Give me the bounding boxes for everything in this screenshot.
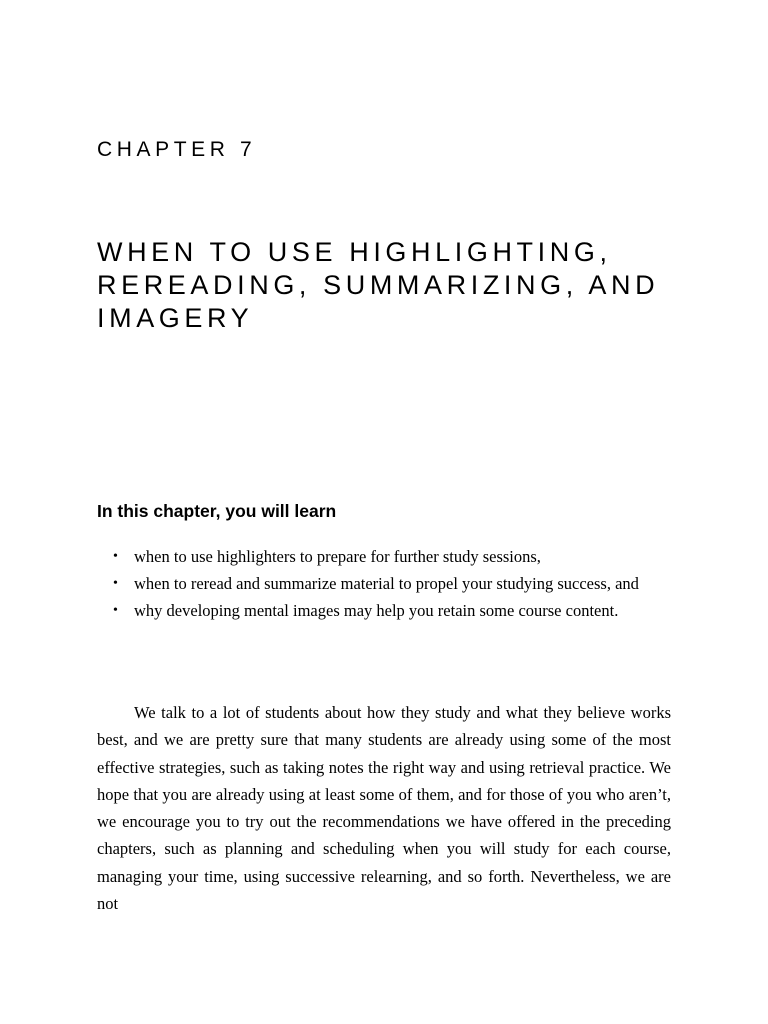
chapter-title-line: WHEN TO USE HIGHLIGHTING, xyxy=(97,237,612,267)
chapter-label: CHAPTER 7 xyxy=(97,138,257,161)
learning-objectives-heading: In this chapter, you will learn xyxy=(97,501,337,521)
chapter-title-line: REREADING, SUMMARIZING, AND xyxy=(97,270,660,300)
bullet-icon: • xyxy=(113,576,118,591)
list-item xyxy=(113,570,671,597)
list-item-text: when to use highlighters to prepare for further study sessions, xyxy=(134,547,541,566)
bullet-icon: • xyxy=(113,603,118,618)
body-paragraph: We talk to a lot of students about how they study and what they believe works best, and we are pretty sure that many students are already using some of the most effective strategies, such as taking notes the right way and using retrieval practice. We hope that you are already using at least some of them, and for those of you who aren’t, we encourage you to try out the recommendations we have offered in the preceding chapters, such as planning and scheduling when you will study for each course, managing your time, using successive relearning, and so forth. Nevertheless, we are not xyxy=(97,703,671,914)
list-item-text: when to reread and summarize material to propel your studying success, and xyxy=(134,574,639,593)
learning-objectives-list xyxy=(113,543,671,624)
chapter-title-line: IMAGERY xyxy=(97,303,254,333)
bullet-icon: • xyxy=(113,549,118,564)
chapter-title xyxy=(97,236,697,335)
list-item xyxy=(113,597,671,624)
list-item-text: why developing mental images may help you retain some course content. xyxy=(134,601,619,620)
list-item xyxy=(113,543,671,570)
